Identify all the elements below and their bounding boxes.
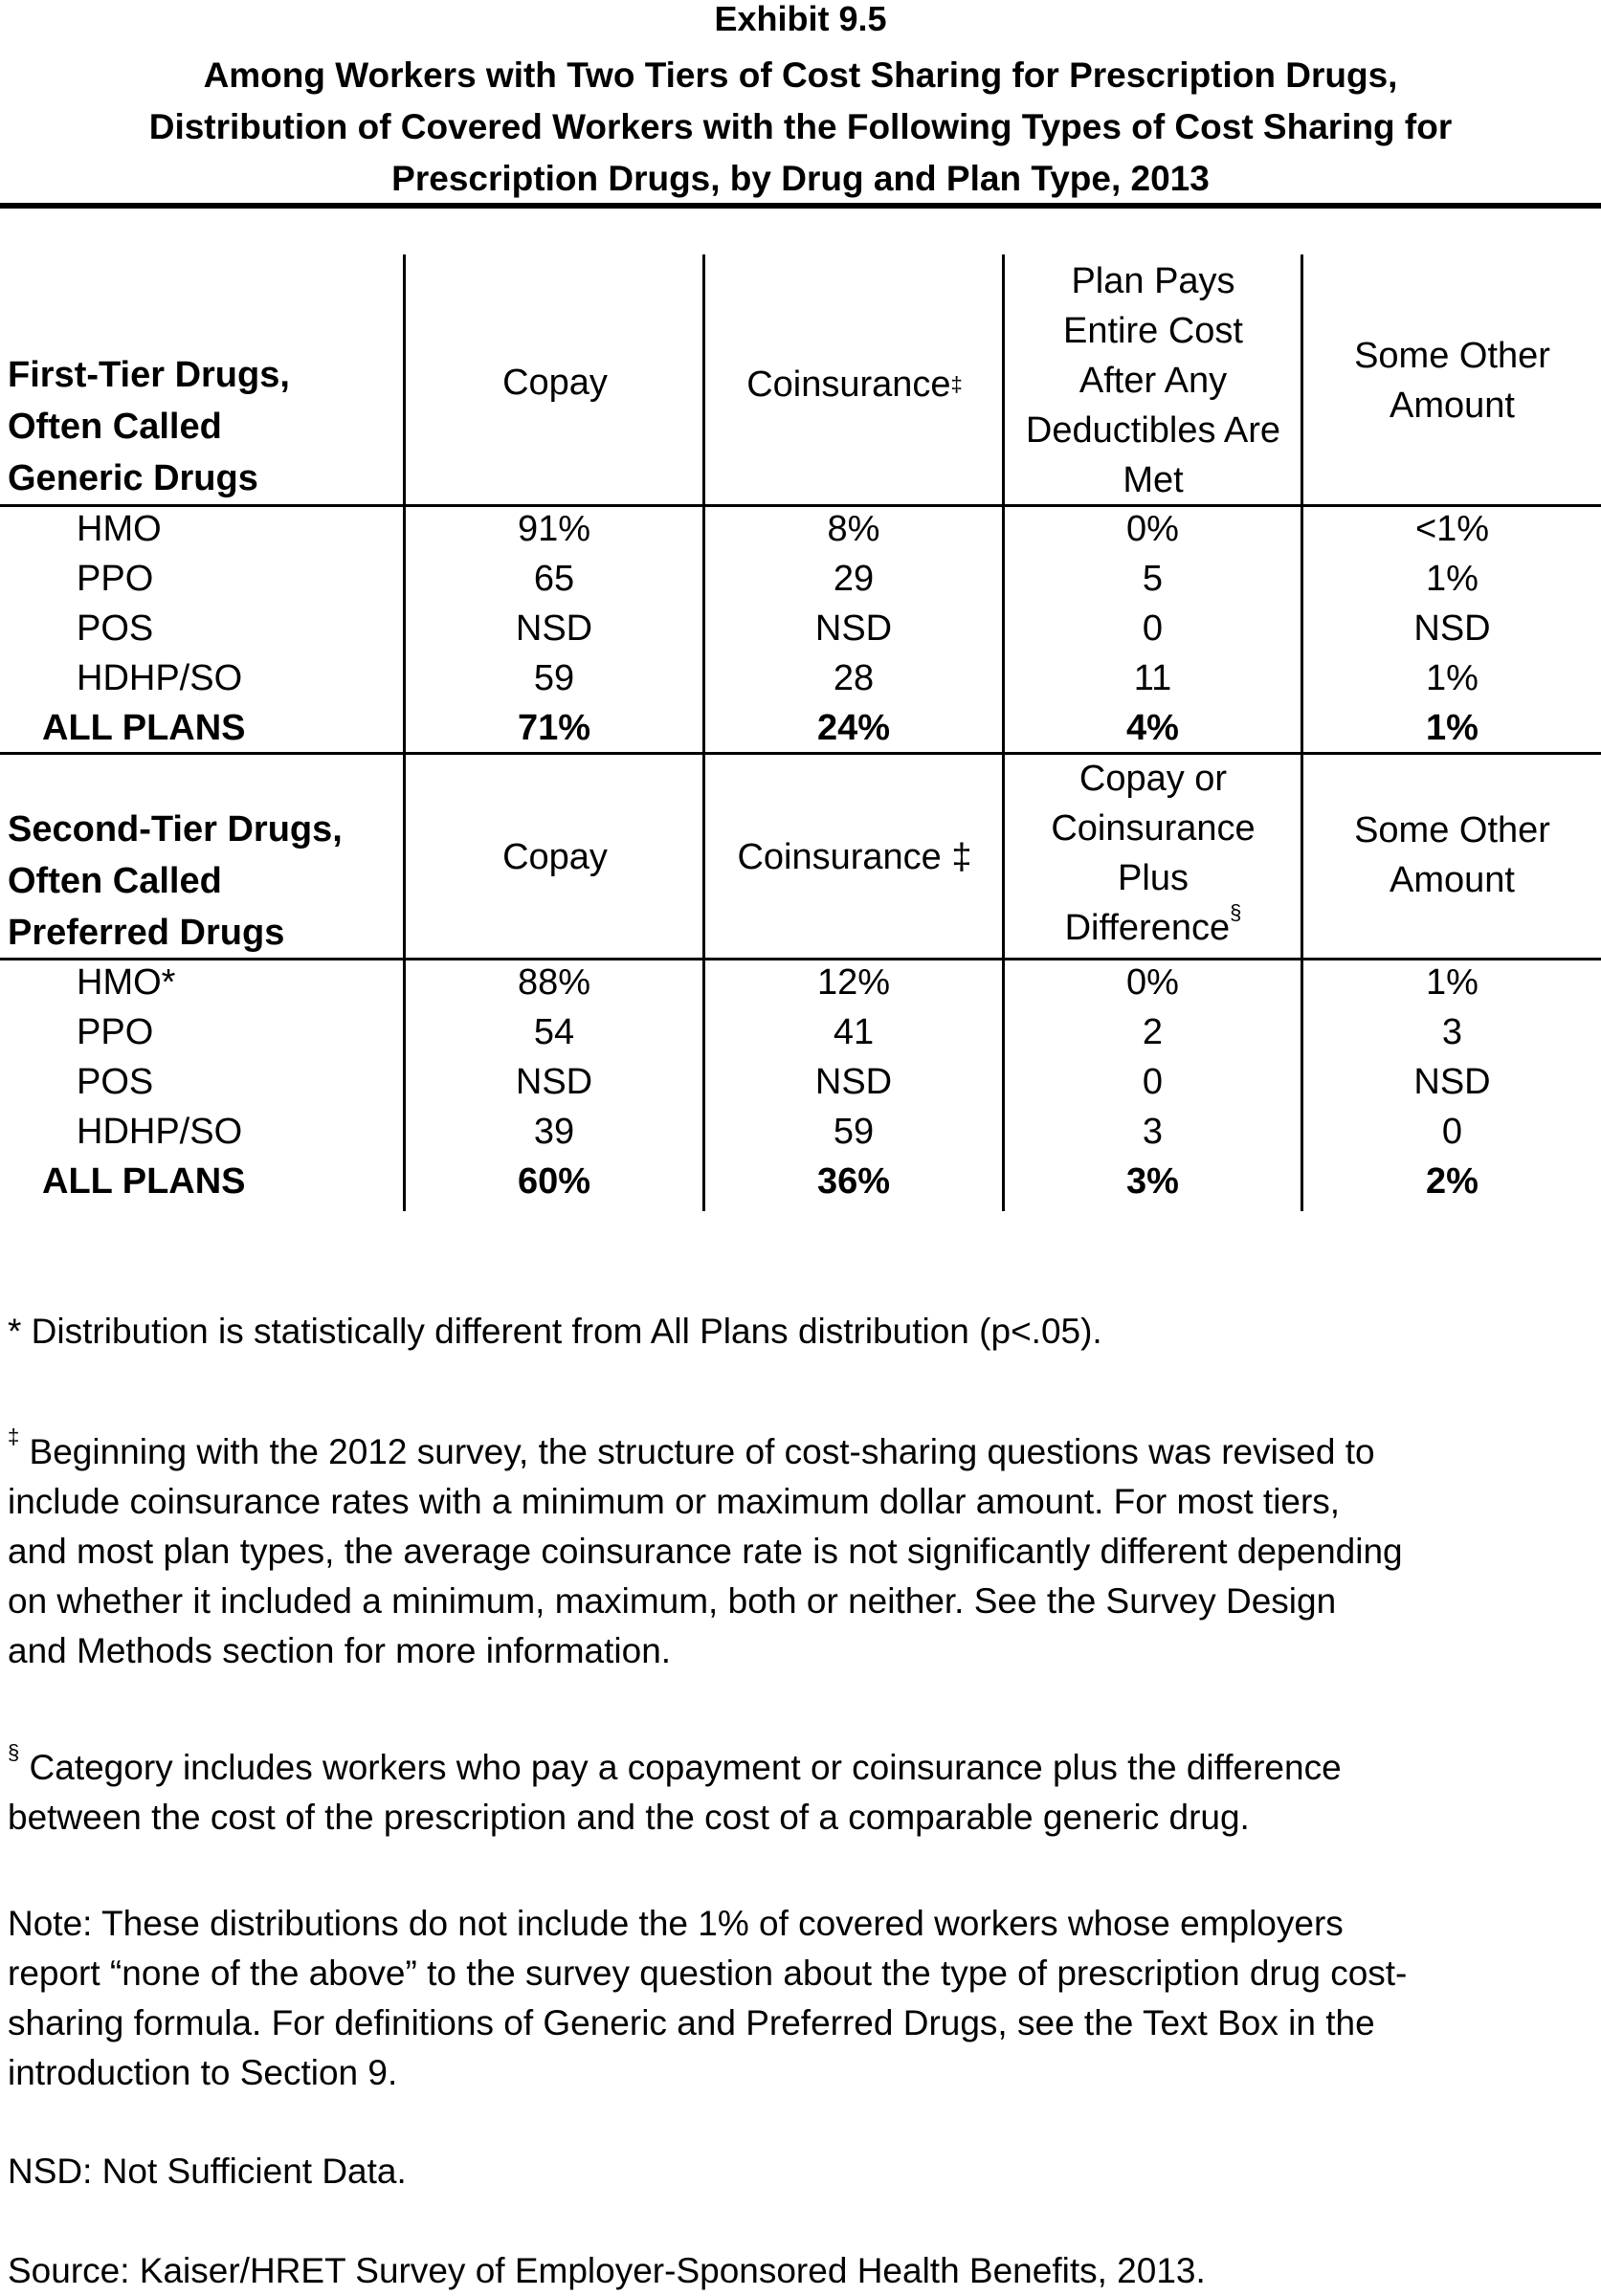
row-label: HDHP/SO bbox=[77, 658, 243, 698]
table-cell: NSD bbox=[515, 608, 593, 649]
table-cell: 3 bbox=[1441, 1012, 1463, 1052]
section2-label-line-1: Second-Tier Drugs, bbox=[8, 809, 343, 850]
table-cell: NSD bbox=[814, 1062, 893, 1102]
difference-line-1: Copay or bbox=[1078, 759, 1228, 799]
row-label: PPO bbox=[77, 1012, 154, 1052]
table-cell: 71% bbox=[517, 708, 591, 748]
note-section-line-1 bbox=[8, 1740, 1596, 1793]
plan-pays-line-1: Plan Pays bbox=[1071, 261, 1235, 301]
section-divider-rule bbox=[0, 752, 1601, 755]
title-rule bbox=[0, 203, 1601, 209]
section2-other-line-2: Amount bbox=[1390, 860, 1515, 900]
plan-pays-line-2: Entire Cost bbox=[1063, 311, 1243, 351]
table-cell: 60% bbox=[517, 1161, 591, 1202]
row-label: ALL PLANS bbox=[42, 708, 246, 748]
column-divider-3 bbox=[1002, 254, 1005, 1211]
table-cell: 5 bbox=[1142, 559, 1164, 599]
source-text: Source: Kaiser/HRET Survey of Employer-Sponsored Health Benefits, 2013. bbox=[8, 2251, 1206, 2290]
section-text-1: Category includes workers who pay a copayment or coinsurance plus the difference bbox=[19, 1748, 1342, 1787]
section1-label-line-3: Generic Drugs bbox=[8, 458, 258, 498]
table-cell: 36% bbox=[816, 1161, 891, 1202]
section-mark: § bbox=[8, 1740, 20, 1764]
section2-header-label bbox=[8, 804, 343, 959]
title-line-2: Distribution of Covered Workers with the Following Types of Cost Sharing for bbox=[148, 107, 1453, 146]
row-label: HMO* bbox=[77, 962, 176, 1003]
note-dagger bbox=[8, 1424, 1596, 1676]
table-cell: 54 bbox=[533, 1012, 575, 1052]
plan-pays-line-5: Met bbox=[1123, 460, 1184, 500]
section2-header-rule bbox=[0, 958, 1601, 960]
difference-line-3: Plus bbox=[1118, 858, 1189, 898]
table-cell: NSD bbox=[515, 1062, 593, 1102]
table-cell: 91% bbox=[517, 509, 591, 549]
section2-col-copay-plus-difference bbox=[1005, 754, 1301, 953]
note-line-3: sharing formula. For definitions of Generic and Preferred Drugs, see the Text Box in the bbox=[8, 2003, 1375, 2042]
section1-col-plan-pays bbox=[1005, 256, 1301, 505]
row-label: ALL PLANS bbox=[42, 1161, 246, 1202]
table-cell: 24% bbox=[816, 708, 891, 748]
title-line-3: Prescription Drugs, by Drug and Plan Type, 2013 bbox=[391, 159, 1210, 198]
table-cell: 3 bbox=[1142, 1112, 1164, 1152]
section2-col-copay: Copay bbox=[502, 837, 608, 877]
table-cell: 1% bbox=[1426, 559, 1479, 599]
section1-col-copay: Copay bbox=[502, 363, 608, 403]
row-label: POS bbox=[77, 608, 154, 649]
table-cell: 28 bbox=[833, 658, 875, 698]
note-nsd bbox=[8, 2147, 1596, 2197]
table-cell: NSD bbox=[1413, 1062, 1491, 1102]
section2-label-line-3: Preferred Drugs bbox=[8, 913, 285, 953]
section1-other-line-2: Amount bbox=[1390, 386, 1515, 426]
plan-pays-line-3: After Any bbox=[1078, 361, 1228, 401]
difference-text: Difference bbox=[1064, 908, 1231, 948]
row-label: HDHP/SO bbox=[77, 1112, 243, 1152]
dagger-mark: ‡ bbox=[8, 1424, 20, 1448]
table-cell: 1% bbox=[1426, 962, 1479, 1003]
note-section bbox=[8, 1740, 1596, 1843]
section1-coinsurance-mark: ‡ bbox=[950, 372, 963, 396]
column-divider-2 bbox=[702, 254, 705, 1211]
table-cell: 0% bbox=[1126, 509, 1179, 549]
row-label: HMO bbox=[77, 509, 162, 549]
table-cell: 11 bbox=[1133, 658, 1172, 698]
table-cell: 59 bbox=[533, 658, 575, 698]
note-line-4: introduction to Section 9. bbox=[8, 2053, 398, 2092]
dagger-text-1: Beginning with the 2012 survey, the structure of cost-sharing questions was revised to bbox=[19, 1432, 1375, 1471]
exhibit-number: Exhibit 9.5 bbox=[714, 0, 887, 38]
note-general bbox=[8, 1899, 1596, 2098]
row-label: POS bbox=[77, 1062, 154, 1102]
section1-header-label bbox=[8, 349, 290, 504]
column-divider-4 bbox=[1301, 254, 1303, 1211]
table-cell: 12% bbox=[816, 962, 891, 1003]
note-line-1: Note: These distributions do not include the 1% of covered workers whose employers bbox=[8, 1904, 1344, 1943]
section2-col-other bbox=[1303, 806, 1601, 905]
section1-label-line-2: Often Called bbox=[8, 407, 222, 447]
note-dagger-line-2: include coinsurance rates with a minimum or maximum dollar amount. For most tiers, bbox=[8, 1482, 1341, 1521]
table-cell: 29 bbox=[833, 559, 875, 599]
section1-col-other bbox=[1303, 331, 1601, 430]
note-dagger-line-5: and Methods section for more information. bbox=[8, 1631, 672, 1670]
difference-mark: § bbox=[1230, 900, 1242, 924]
note-section-line-2: between the cost of the prescription and the cost of a comparable generic drug. bbox=[8, 1798, 1250, 1837]
section1-col-coinsurance bbox=[706, 356, 1003, 413]
source-note bbox=[8, 2246, 1596, 2296]
table-cell: 1% bbox=[1426, 708, 1479, 748]
table-cell: 65 bbox=[533, 559, 575, 599]
column-divider-1 bbox=[403, 254, 406, 1211]
table-cell: 1% bbox=[1426, 658, 1479, 698]
note-asterisk: * Distribution is statistically different from All Plans distribution (p<.05). bbox=[8, 1312, 1102, 1351]
table-cell: 41 bbox=[833, 1012, 875, 1052]
table-cell: NSD bbox=[814, 608, 893, 649]
section2-col-coinsurance: Coinsurance ‡ bbox=[737, 837, 972, 877]
row-label: PPO bbox=[77, 559, 154, 599]
section1-header-rule bbox=[0, 504, 1601, 507]
table-cell: 0% bbox=[1126, 962, 1179, 1003]
plan-pays-line-4: Deductibles Are bbox=[1025, 410, 1281, 451]
section2-label-line-2: Often Called bbox=[8, 861, 222, 901]
table-cell: 2 bbox=[1142, 1012, 1164, 1052]
section1-coinsurance-text: Coinsurance bbox=[746, 364, 951, 405]
table-cell: 59 bbox=[833, 1112, 875, 1152]
title-line-1: Among Workers with Two Tiers of Cost Sharing for Prescription Drugs, bbox=[203, 55, 1398, 95]
table-cell: NSD bbox=[1413, 608, 1491, 649]
difference-line-4 bbox=[1005, 900, 1301, 953]
footnotes bbox=[8, 1307, 1596, 1357]
note-dagger-line-3: and most plan types, the average coinsurance rate is not significantly different depending bbox=[8, 1532, 1403, 1571]
table-cell: 4% bbox=[1126, 708, 1179, 748]
table-cell: 0 bbox=[1142, 608, 1164, 649]
section2-other-line-1: Some Other bbox=[1354, 810, 1550, 850]
table-cell: 88% bbox=[517, 962, 591, 1003]
table-cell: 2% bbox=[1426, 1161, 1479, 1202]
table-cell: 39 bbox=[533, 1112, 575, 1152]
table-cell: 0 bbox=[1142, 1062, 1164, 1102]
note-dagger-line-1 bbox=[8, 1424, 1596, 1477]
chart-title bbox=[0, 50, 1601, 205]
section1-label-line-1: First-Tier Drugs, bbox=[8, 355, 290, 395]
table-cell: 8% bbox=[827, 509, 880, 549]
note-line-2: report “none of the above” to the survey question about the type of prescription drug cost- bbox=[8, 1954, 1408, 1993]
difference-line-2: Coinsurance bbox=[1051, 808, 1256, 849]
nsd-definition: NSD: Not Sufficient Data. bbox=[8, 2152, 407, 2191]
note-dagger-line-4: on whether it included a minimum, maximum, both or neither. See the Survey Design bbox=[8, 1581, 1337, 1621]
table-cell: <1% bbox=[1414, 509, 1490, 549]
table-cell: 0 bbox=[1441, 1112, 1463, 1152]
section1-other-line-1: Some Other bbox=[1354, 336, 1550, 376]
table-cell: 3% bbox=[1126, 1161, 1179, 1202]
